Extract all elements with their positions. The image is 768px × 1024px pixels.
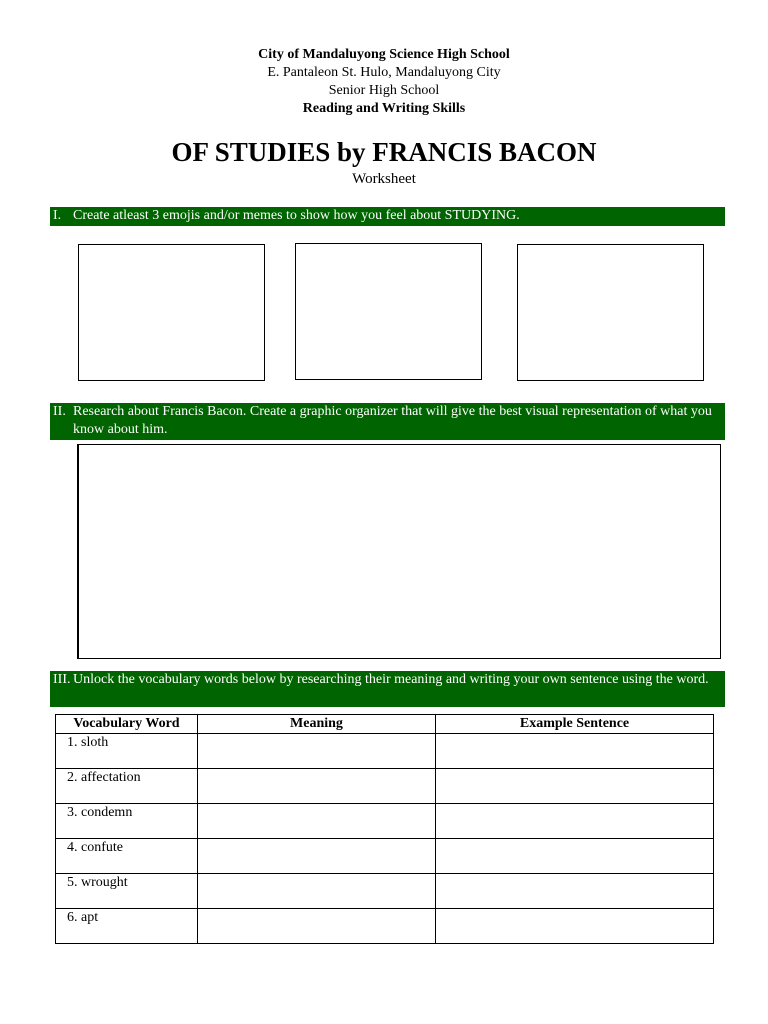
sentence-cell[interactable]	[436, 734, 714, 769]
section-2-number: II.	[53, 404, 66, 419]
header-vocabulary-word: Vocabulary Word	[56, 715, 198, 734]
header-meaning: Meaning	[198, 715, 436, 734]
emoji-box-1[interactable]	[78, 244, 265, 381]
school-name: City of Mandaluyong Science High School	[258, 47, 510, 62]
meaning-cell[interactable]	[198, 839, 436, 874]
sentence-cell[interactable]	[436, 839, 714, 874]
section-1-header	[50, 207, 725, 226]
section-3-header	[50, 671, 725, 707]
table-row	[56, 769, 714, 804]
section-3-text: Unlock the vocabulary words below by researching their meaning and writing your own sentence using the word.	[73, 672, 709, 687]
section-3-number: III.	[53, 672, 71, 687]
meaning-cell[interactable]	[198, 909, 436, 944]
graphic-organizer-box[interactable]	[77, 444, 721, 659]
table-row	[56, 874, 714, 909]
table-header-row	[56, 715, 714, 734]
vocabulary-table	[55, 714, 714, 944]
table-row	[56, 909, 714, 944]
table-row	[56, 804, 714, 839]
section-1-number: I.	[53, 208, 62, 223]
sentence-cell[interactable]	[436, 804, 714, 839]
vocab-word: 5. wrought	[56, 874, 198, 909]
worksheet-title: OF STUDIES by FRANCIS BACON	[171, 137, 597, 167]
vocab-word: 2. affectation	[56, 769, 198, 804]
section-2-text: Research about Francis Bacon. Create a graphic organizer that will give the best visual representation of what you know about him.	[73, 404, 712, 437]
section-2-header	[50, 403, 725, 440]
sentence-cell[interactable]	[436, 909, 714, 944]
emoji-box-2[interactable]	[295, 243, 482, 380]
meaning-cell[interactable]	[198, 874, 436, 909]
section-1-text: Create atleast 3 emojis and/or memes to show how you feel about STUDYING.	[73, 208, 520, 223]
meaning-cell[interactable]	[198, 734, 436, 769]
sentence-cell[interactable]	[436, 874, 714, 909]
header-example-sentence: Example Sentence	[436, 715, 714, 734]
emoji-box-3[interactable]	[517, 244, 704, 381]
vocab-word: 1. sloth	[56, 734, 198, 769]
subject-name: Reading and Writing Skills	[302, 101, 466, 116]
school-level: Senior High School	[328, 83, 440, 98]
meaning-cell[interactable]	[198, 804, 436, 839]
sentence-cell[interactable]	[436, 769, 714, 804]
table-row	[56, 734, 714, 769]
vocab-word: 3. condemn	[56, 804, 198, 839]
vocab-word: 4. confute	[56, 839, 198, 874]
table-row	[56, 839, 714, 874]
meaning-cell[interactable]	[198, 769, 436, 804]
school-address: E. Pantaleon St. Hulo, Mandaluyong City	[267, 65, 501, 80]
vocab-word: 6. apt	[56, 909, 198, 944]
worksheet-subtitle: Worksheet	[352, 171, 416, 187]
